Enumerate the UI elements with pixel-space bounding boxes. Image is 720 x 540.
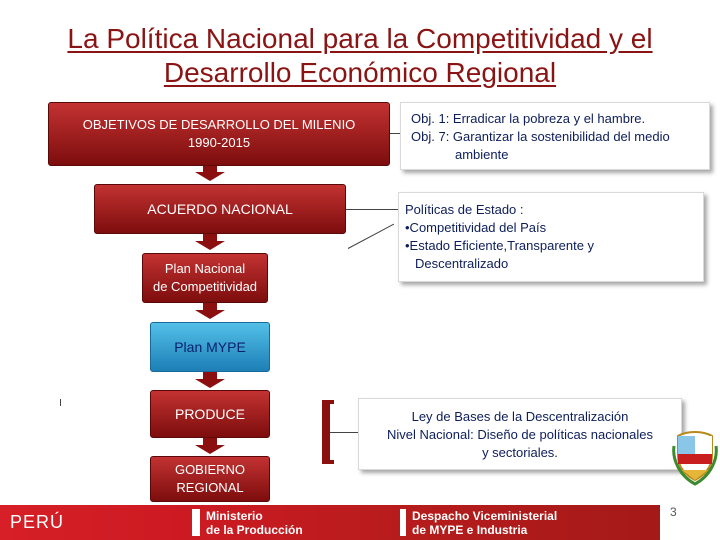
- footer-flag-white-icon: [192, 509, 200, 536]
- politicas-info-box: [398, 192, 704, 282]
- down-arrow-icon: [195, 310, 225, 319]
- footer-ministry-line-2: de la Producción: [206, 523, 303, 537]
- ley-info-box: [358, 398, 682, 470]
- arrow-stem: [203, 372, 217, 379]
- gobierno-regional-box: [150, 456, 270, 502]
- ley-line-3: y sectoriales.: [482, 445, 558, 460]
- ley-line-1: Ley de Bases de la Descentralización: [411, 409, 629, 424]
- gobierno-line-1: GOBIERNO: [174, 462, 246, 477]
- plan-competitividad-box: [142, 253, 268, 303]
- bracket-vertical: [322, 400, 330, 464]
- gobierno-line-2: REGIONAL: [176, 480, 244, 495]
- down-arrow-icon: [195, 445, 225, 454]
- bracket-top: [322, 400, 334, 404]
- arrow-stem: [203, 234, 217, 241]
- down-arrow-icon: [195, 379, 225, 388]
- down-arrow-icon: [195, 241, 225, 250]
- footer-logo-area: [660, 505, 720, 540]
- produce-box: [150, 390, 270, 438]
- ley-line-2: Diseño de políticas nacionales: [473, 427, 653, 442]
- obj1-text: : Erradicar la pobreza y el hambre.: [445, 111, 646, 126]
- connector-acuerdo: [346, 209, 398, 210]
- obj7-label: Obj. 7: [411, 129, 446, 144]
- title-line-2: Desarrollo Económico Regional: [163, 57, 557, 88]
- tick-mark: [60, 399, 61, 406]
- plan-mype-box: [150, 322, 270, 372]
- ley-label: Nivel Nacional:: [387, 427, 474, 442]
- plan-mype-label: Plan MYPE: [174, 339, 246, 355]
- politicas-item-2: •Estado Eficiente,Transparente y: [405, 238, 595, 253]
- footer-bar: [0, 505, 720, 540]
- acuerdo-label: ACUERDO NACIONAL: [147, 201, 293, 217]
- plan-competitividad-line-1: Plan Nacional: [164, 261, 246, 276]
- objetivos-milenio-box: [48, 102, 390, 166]
- footer-office-line-1: Despacho Viceministerial: [412, 509, 558, 523]
- produce-label: PRODUCE: [174, 406, 245, 422]
- objetivos-line-2: 1990-2015: [187, 135, 251, 150]
- plan-competitividad-line-2: de Competitividad: [152, 279, 258, 294]
- objetivos-line-1: OBJETIVOS DE DESARROLLO DEL MILENIO: [82, 117, 356, 132]
- acuerdo-nacional-box: [94, 184, 346, 234]
- connector-ley-diagonal: [348, 224, 394, 249]
- down-arrow-icon: [195, 172, 225, 181]
- bracket-bottom: [322, 460, 334, 464]
- footer-divider: [400, 509, 406, 536]
- politicas-item-2b: Descentralizado: [415, 256, 509, 271]
- objetivos-info-box: [400, 102, 710, 170]
- title-line-1: La Política Nacional para la Competitividad y el: [67, 23, 653, 54]
- arrow-stem: [203, 303, 217, 310]
- page-number: 3: [670, 505, 677, 519]
- obj1-label: Obj. 1: [411, 111, 446, 126]
- connector-ley: [330, 432, 358, 433]
- page-title: [0, 22, 720, 90]
- footer-country: PERÚ: [10, 512, 65, 532]
- connector-objetivos: [390, 133, 400, 134]
- footer-office-line-2: de MYPE e Industria: [412, 523, 528, 537]
- obj7-text: : Garantizar la sostenibilidad del medio: [445, 129, 670, 144]
- coat-of-arms-logo: [672, 426, 718, 486]
- politicas-heading: Políticas de Estado :: [405, 202, 524, 217]
- obj7-text-2: ambiente: [455, 147, 509, 162]
- politicas-item-1: •Competitividad del País: [405, 220, 547, 235]
- arrow-stem: [203, 438, 217, 445]
- footer-ministry-line-1: Ministerio: [206, 509, 263, 523]
